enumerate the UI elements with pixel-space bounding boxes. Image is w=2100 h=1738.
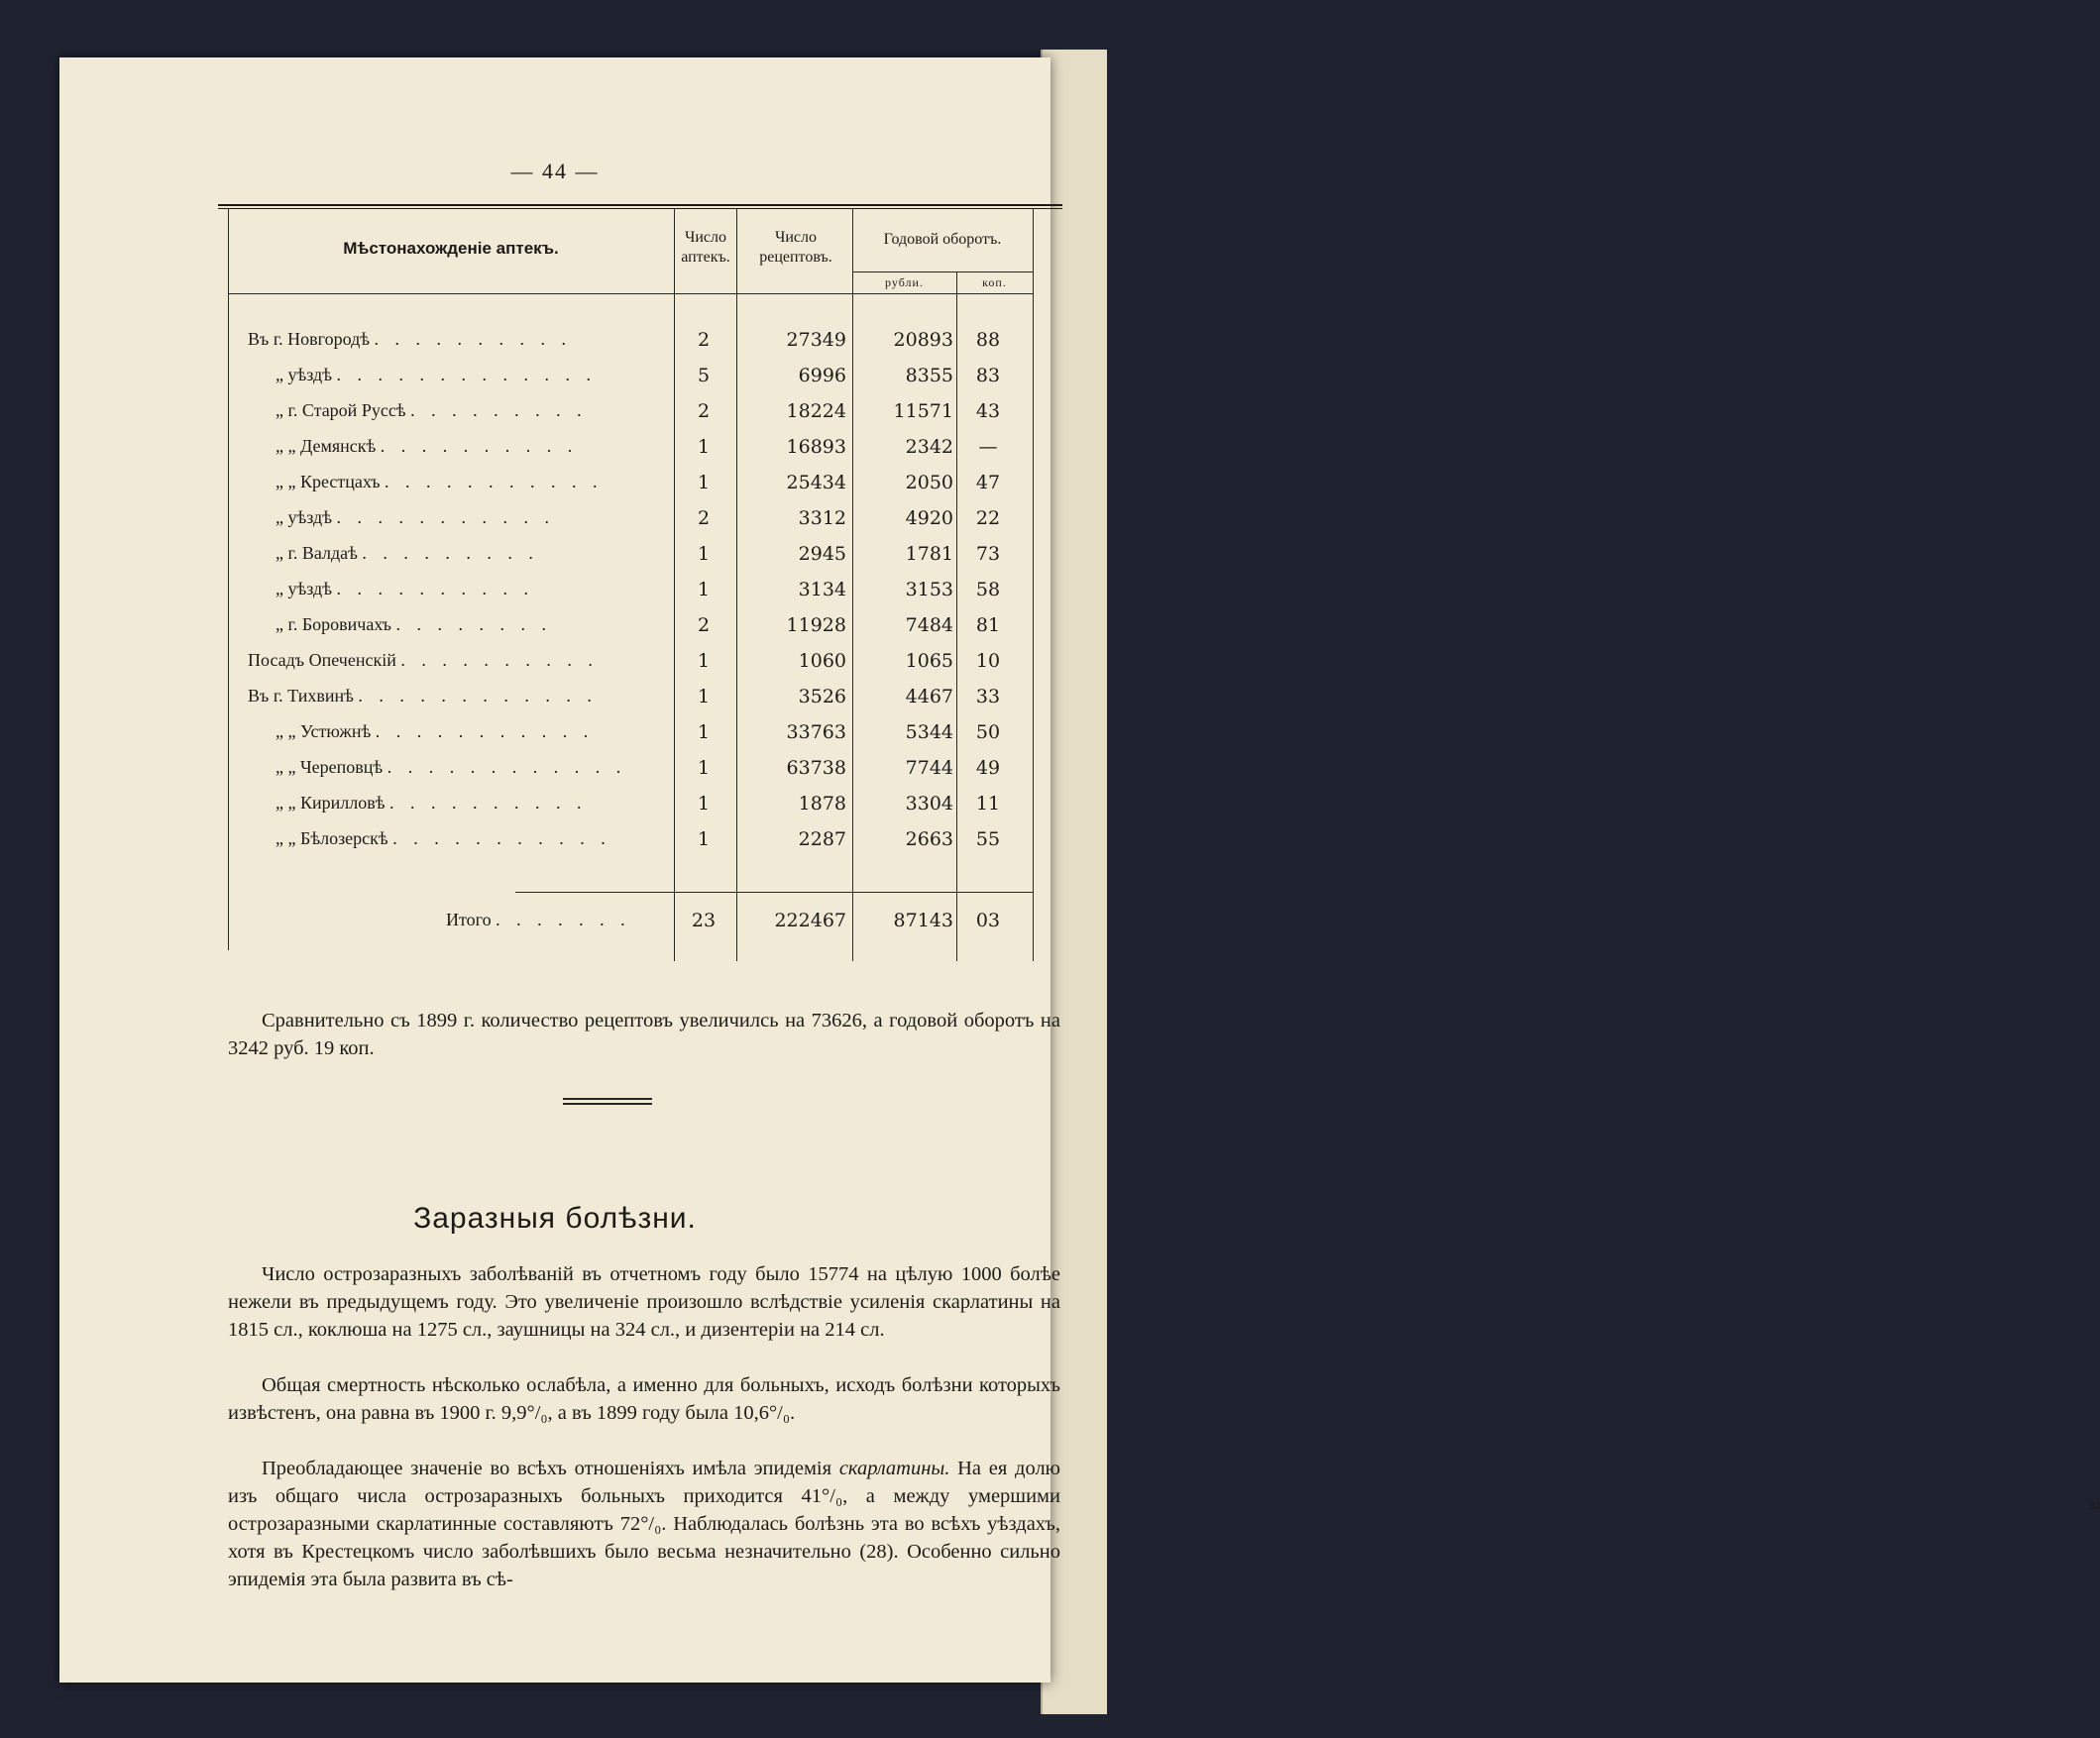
rubles-cell: 4467 bbox=[905, 686, 953, 707]
recipes-cell: 16893 bbox=[786, 436, 846, 458]
rubles-cell: 1781 bbox=[905, 543, 953, 565]
header-recipes: Число рецептовъ. bbox=[759, 229, 832, 266]
header-count: Число аптекъ. bbox=[681, 229, 730, 266]
location-cell bbox=[276, 436, 669, 457]
recipes-cell: 3526 bbox=[798, 686, 846, 707]
table-row bbox=[218, 323, 1062, 359]
location-cell bbox=[276, 400, 669, 421]
leader-dots: . . . . . . . . . . bbox=[336, 579, 534, 598]
paragraph-infections bbox=[228, 1260, 1060, 1344]
location-name: „ уѣздѣ bbox=[276, 579, 332, 598]
location-name: „ г. Старой Руссѣ bbox=[276, 400, 406, 420]
table-row bbox=[218, 787, 1062, 822]
rubles-cell: 7744 bbox=[905, 757, 953, 779]
leader-dots: . . . . . . . . . . . . bbox=[387, 757, 627, 777]
leader-dots: . . . . . . . bbox=[496, 910, 631, 929]
count-cell: 1 bbox=[697, 721, 711, 743]
recipes-cell: 3134 bbox=[798, 579, 846, 600]
leader-dots: . . . . . . . . . . . . . bbox=[336, 365, 597, 384]
table-row bbox=[218, 537, 1062, 573]
location-name: „ г. Валдаѣ bbox=[276, 543, 358, 563]
location-cell bbox=[276, 365, 669, 385]
recipes-cell: 1060 bbox=[798, 650, 846, 672]
location-name: Въ г. Тихвинѣ bbox=[248, 686, 354, 706]
paragraph-text: Число острозаразныхъ заболѣваній въ отчетномъ году было 15774 на цѣлую 1000 болѣе нежели въ предыдущемъ году. Это увеличеніе произошло вслѣдствіе усиленія скарлатины на 1815 сл., коклюша на 1275 сл., заушницы на 324 сл., и дизентеріи на 214 сл. bbox=[228, 1263, 1060, 1341]
recipes-cell: 63738 bbox=[786, 757, 846, 779]
rubles-cell: 8355 bbox=[905, 365, 953, 386]
count-cell: 2 bbox=[697, 329, 711, 351]
table-row bbox=[218, 715, 1062, 751]
table-row bbox=[218, 359, 1062, 394]
paragraph-comparison bbox=[228, 1007, 1060, 1062]
rubles-cell: 2342 bbox=[905, 436, 953, 458]
location-name: „ уѣздѣ bbox=[276, 507, 332, 527]
count-cell: 1 bbox=[697, 436, 711, 458]
rubles-cell: 4920 bbox=[905, 507, 953, 529]
section-divider bbox=[563, 1103, 652, 1105]
recipes-cell: 2945 bbox=[798, 543, 846, 565]
location-cell bbox=[276, 472, 669, 492]
location-name: „ „ Демянскѣ bbox=[276, 436, 377, 456]
kopecks-cell: 43 bbox=[975, 400, 1001, 422]
location-cell bbox=[276, 757, 669, 778]
count-cell: 1 bbox=[697, 543, 711, 565]
table-row bbox=[218, 501, 1062, 537]
table-top-rule-thin bbox=[218, 208, 1062, 209]
recipes-cell: 6996 bbox=[798, 365, 846, 386]
kopecks-cell: 10 bbox=[975, 650, 1001, 672]
leader-dots: . . . . . . . . . . . bbox=[375, 721, 595, 741]
recipes-cell: 25434 bbox=[786, 472, 846, 493]
leader-dots: . . . . . . . . . . . . bbox=[358, 686, 598, 706]
rubles-cell: 11571 bbox=[893, 400, 953, 422]
kopecks-cell: 11 bbox=[975, 793, 1001, 815]
leader-dots: . . . . . . . . bbox=[395, 614, 552, 634]
paragraph-text: Общая смертность нѣсколько ослабѣла, а именно для больныхъ, исходъ болѣзни которыхъ извѣстенъ, она равна въ 1900 г. 9,9°/₀, а въ 1899 году была 10,6°/₀. bbox=[228, 1374, 1060, 1424]
leader-dots: . . . . . . . . . . bbox=[389, 793, 588, 813]
leader-dots: . . . . . . . . . . . bbox=[392, 828, 611, 848]
location-cell bbox=[276, 579, 669, 599]
kopecks-cell: 83 bbox=[975, 365, 1001, 386]
section-divider bbox=[563, 1098, 652, 1100]
recipes-cell: 2287 bbox=[798, 828, 846, 850]
count-cell: 1 bbox=[697, 579, 711, 600]
total-rubles: 87143 bbox=[893, 910, 953, 931]
kopecks-cell: 50 bbox=[975, 721, 1001, 743]
location-cell bbox=[276, 543, 669, 564]
leader-dots: . . . . . . . . . bbox=[410, 400, 588, 420]
recipes-cell: 18224 bbox=[786, 400, 846, 422]
header-kopecks: коп. bbox=[982, 275, 1007, 289]
kopecks-cell: 47 bbox=[975, 472, 1001, 493]
count-cell: 2 bbox=[697, 507, 711, 529]
count-cell: 1 bbox=[697, 757, 711, 779]
leader-dots: . . . . . . . . . . bbox=[380, 436, 579, 456]
location-name: „ „ Устюжнѣ bbox=[276, 721, 372, 741]
rubles-cell: 2050 bbox=[905, 472, 953, 493]
count-cell: 1 bbox=[697, 828, 711, 850]
location-name: „ уѣздѣ bbox=[276, 365, 332, 384]
paragraph-scarlet-fever bbox=[228, 1455, 1060, 1593]
rubles-cell: 1065 bbox=[905, 650, 953, 672]
kopecks-cell: 81 bbox=[975, 614, 1001, 636]
total-recipes: 222467 bbox=[774, 910, 846, 931]
paragraph-text: Сравнительно съ 1899 г. количество рецептовъ увеличилсь на 73626, а годовой оборотъ на 3242 руб. 19 коп. bbox=[228, 1010, 1060, 1059]
italic-term: скарлатины. bbox=[838, 1458, 950, 1479]
location-cell bbox=[248, 686, 669, 706]
header-rubles: рубли. bbox=[885, 275, 924, 289]
count-cell: 1 bbox=[697, 472, 711, 493]
recipes-cell: 3312 bbox=[798, 507, 846, 529]
total-kopecks: 03 bbox=[975, 910, 1001, 931]
rubles-cell: 2663 bbox=[905, 828, 953, 850]
table-row bbox=[218, 751, 1062, 787]
location-name: Посадъ Опеченскій bbox=[248, 650, 396, 670]
table-row bbox=[218, 822, 1062, 858]
recipes-cell: 27349 bbox=[786, 329, 846, 351]
location-cell bbox=[276, 614, 669, 635]
rubles-cell: 3304 bbox=[905, 793, 953, 815]
count-cell: 1 bbox=[697, 650, 711, 672]
table-row bbox=[218, 680, 1062, 715]
rubles-cell: 20893 bbox=[893, 329, 953, 351]
count-cell: 1 bbox=[697, 686, 711, 707]
total-label: Итого bbox=[446, 910, 492, 929]
kopecks-cell: 55 bbox=[975, 828, 1001, 850]
location-cell bbox=[276, 793, 669, 814]
leader-dots: . . . . . . . . . . bbox=[400, 650, 599, 670]
location-cell bbox=[248, 650, 669, 671]
location-name: „ „ Крестцахъ bbox=[276, 472, 381, 491]
count-cell: 2 bbox=[697, 614, 711, 636]
table-row bbox=[218, 608, 1062, 644]
table-total-row bbox=[218, 904, 1062, 939]
total-rule bbox=[515, 892, 1033, 893]
leader-dots: . . . . . . . . . . . bbox=[385, 472, 604, 491]
page-number: — 44 — bbox=[510, 159, 600, 183]
kopecks-cell: 33 bbox=[975, 686, 1001, 707]
kopecks-cell: 73 bbox=[975, 543, 1001, 565]
table-row bbox=[218, 466, 1062, 501]
location-name: „ „ Кирилловѣ bbox=[276, 793, 386, 813]
total-label-cell bbox=[446, 910, 669, 930]
kopecks-cell: 22 bbox=[975, 507, 1001, 529]
header-bottom-rule bbox=[228, 293, 1033, 294]
document-page bbox=[59, 57, 1060, 1683]
rubles-cell: 3153 bbox=[905, 579, 953, 600]
location-name: Въ г. Новгородѣ bbox=[248, 329, 371, 349]
paragraph-mortality bbox=[228, 1371, 1060, 1427]
table-row bbox=[218, 644, 1062, 680]
rubles-cell: 7484 bbox=[905, 614, 953, 636]
kopecks-cell: 58 bbox=[975, 579, 1001, 600]
kopecks-cell: 49 bbox=[975, 757, 1001, 779]
pharmacy-table bbox=[218, 204, 1062, 950]
count-cell: 1 bbox=[697, 793, 711, 815]
paragraph-text: На ея долю изъ общаго числа острозаразныхъ больныхъ приходится 41°/₀, а между умершими острозаразными скарлатинные составляютъ 72°/₀. Наблюдалась болѣзнь эта во всѣхъ уѣздахъ, хотя въ Крестецкомъ число заболѣвшихъ было весьма незначительно (28). Особенно сильно эпидемія эта была развита въ сѣ- bbox=[228, 1458, 1060, 1590]
total-count: 23 bbox=[691, 910, 717, 931]
table-row bbox=[218, 573, 1062, 608]
leader-dots: . . . . . . . . . . bbox=[374, 329, 573, 349]
recipes-cell: 11928 bbox=[786, 614, 846, 636]
recipes-cell: 33763 bbox=[786, 721, 846, 743]
count-cell: 5 bbox=[697, 365, 711, 386]
adjacent-page-text-fragment: ві bbox=[2088, 1496, 2100, 1513]
rubles-cell: 5344 bbox=[905, 721, 953, 743]
location-cell bbox=[248, 329, 669, 350]
table-top-rule bbox=[218, 204, 1062, 206]
location-cell bbox=[276, 828, 669, 849]
location-name: „ г. Боровичахъ bbox=[276, 614, 391, 634]
paragraph-text: Преобладающее значеніе во всѣхъ отношеніяхъ имѣла эпидемія bbox=[262, 1458, 839, 1479]
location-cell bbox=[276, 507, 669, 528]
count-cell: 2 bbox=[697, 400, 711, 422]
kopecks-cell: — bbox=[978, 436, 998, 458]
kopecks-cell: 88 bbox=[975, 329, 1001, 351]
header-location: Мѣстонахожденіе аптекъ. bbox=[343, 239, 559, 258]
leader-dots: . . . . . . . . . . . bbox=[336, 507, 555, 527]
section-heading: Заразныя болѣзни. bbox=[413, 1202, 697, 1235]
recipes-cell: 1878 bbox=[798, 793, 846, 815]
table-row bbox=[218, 394, 1062, 430]
header-turnover: Годовой оборотъ. bbox=[883, 231, 1002, 248]
location-name: „ „ Череповцѣ bbox=[276, 757, 384, 777]
table-row bbox=[218, 430, 1062, 466]
location-name: „ „ Бѣлозерскѣ bbox=[276, 828, 388, 848]
leader-dots: . . . . . . . . . bbox=[362, 543, 539, 563]
location-cell bbox=[276, 721, 669, 742]
